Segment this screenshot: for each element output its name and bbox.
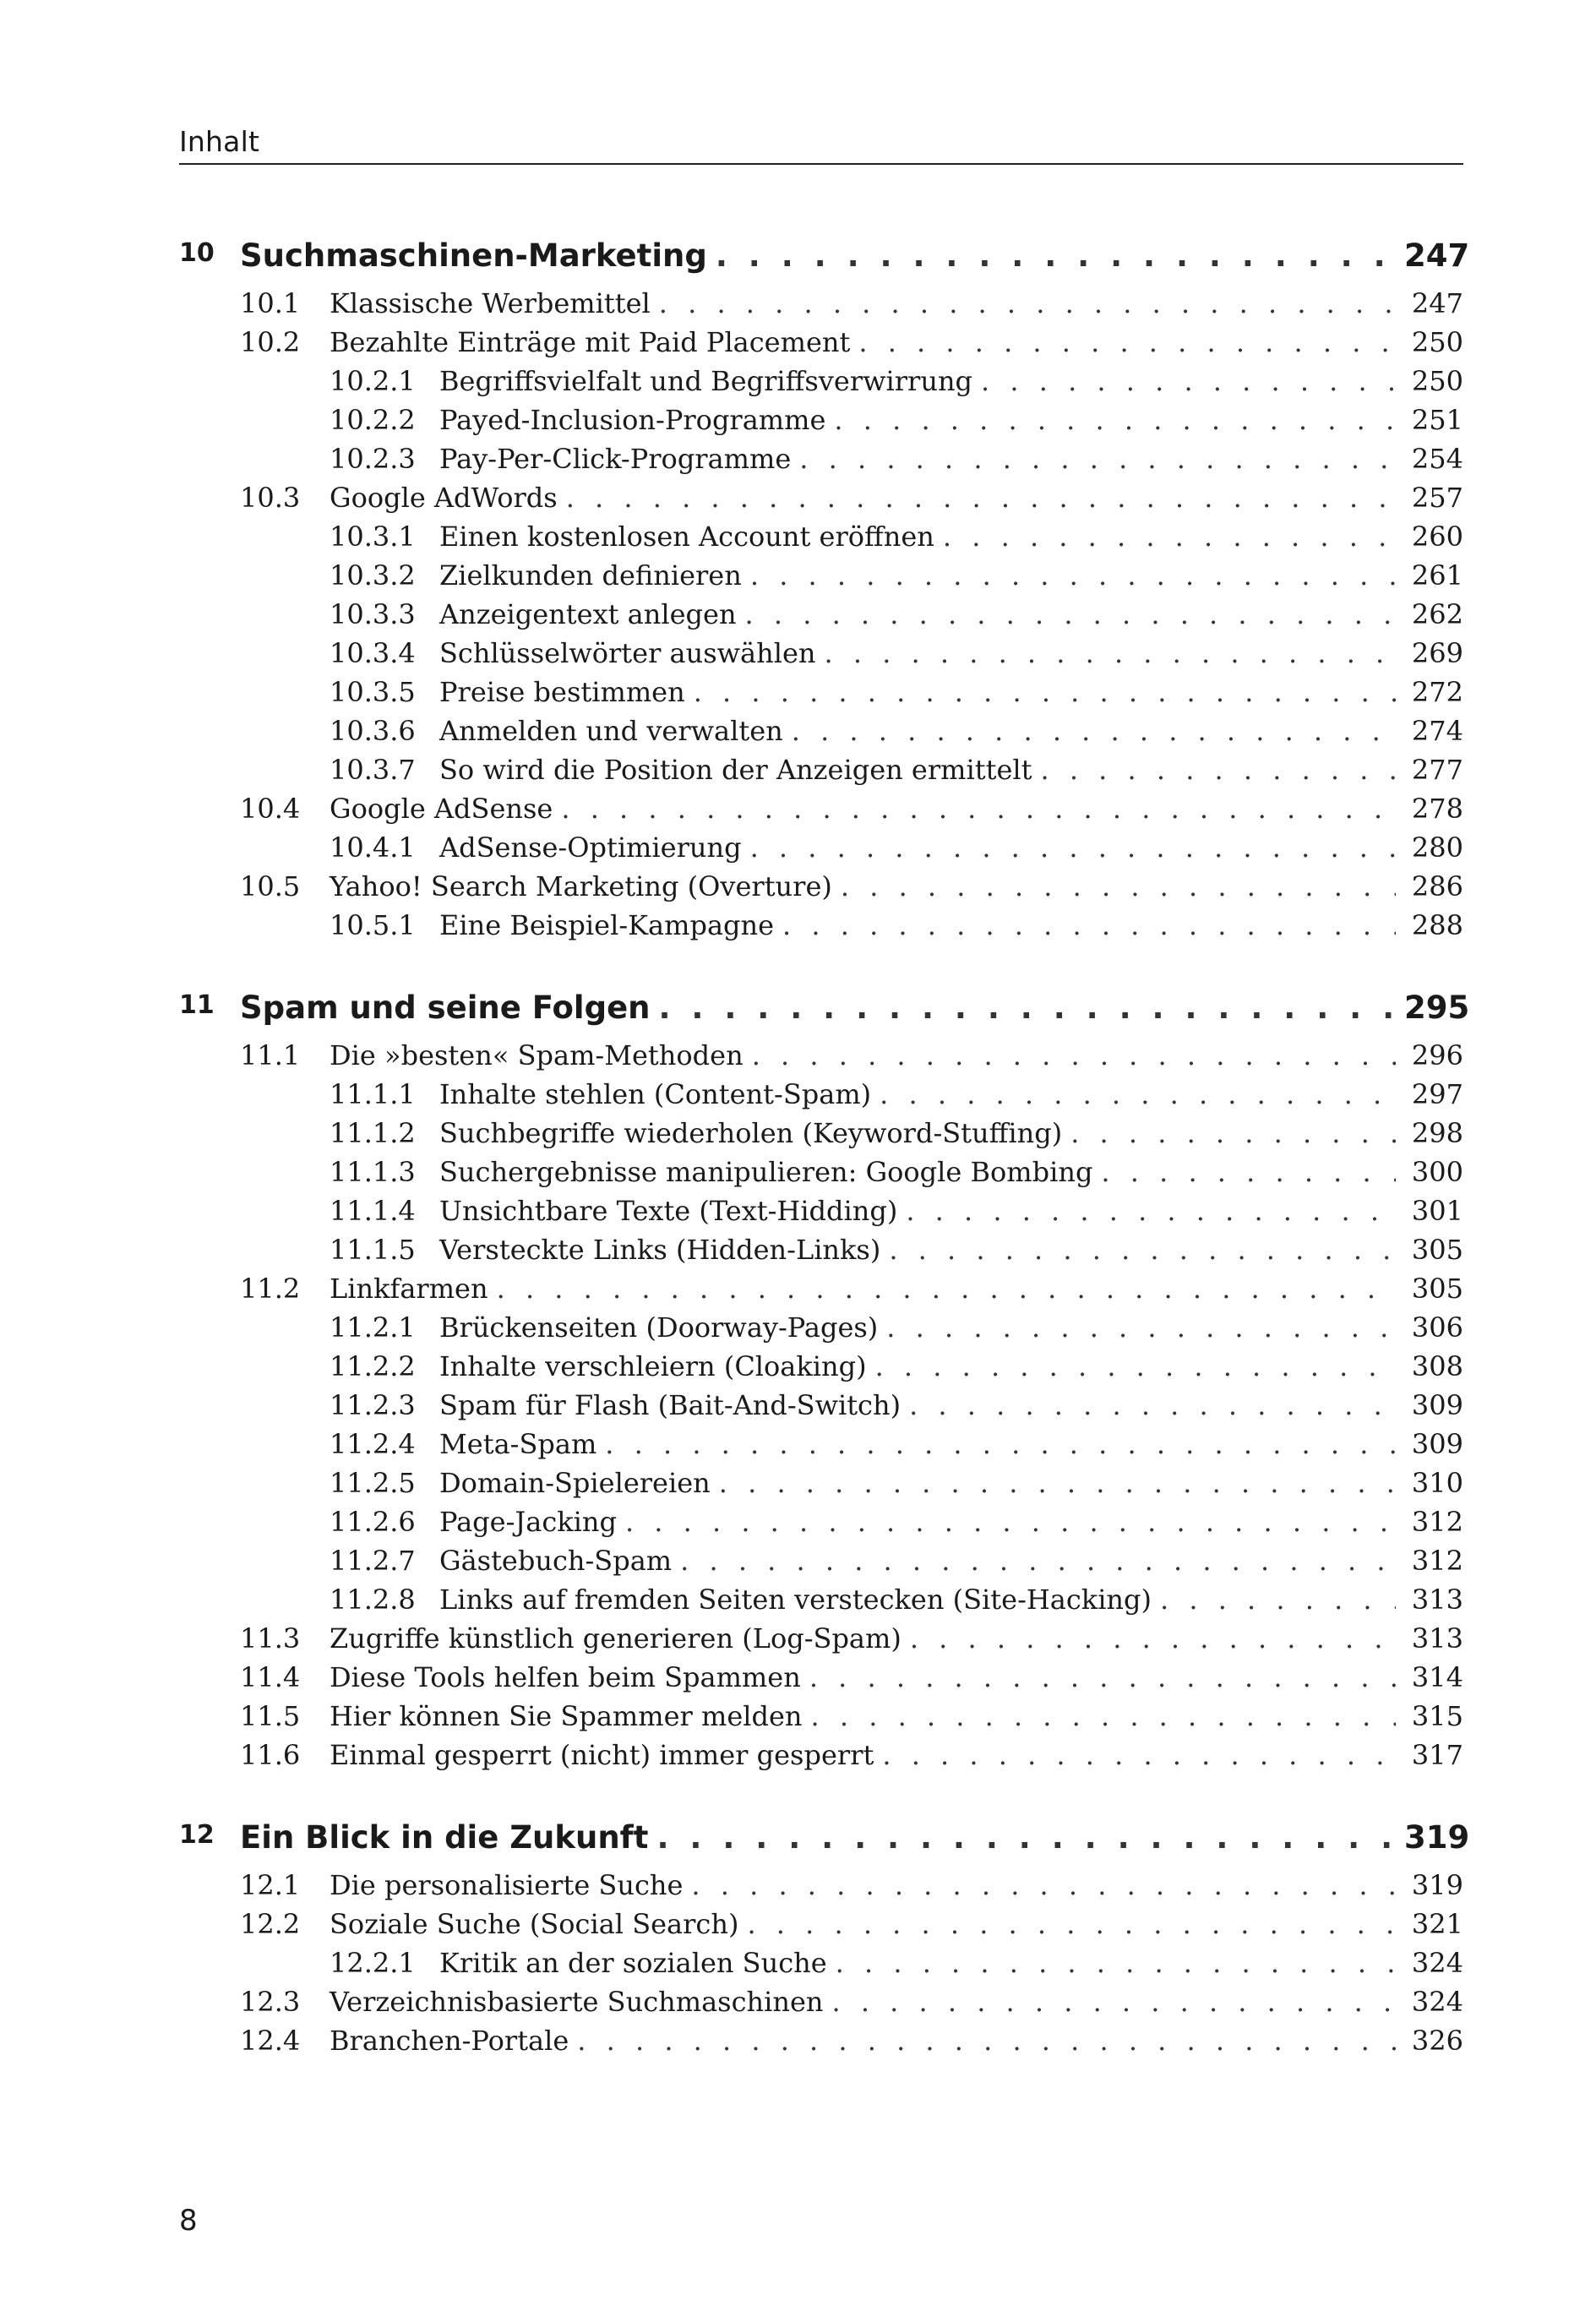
dot-leader xyxy=(858,326,1396,358)
entry-number: 11.6 xyxy=(240,1739,301,1771)
entry-number: 10.4.1 xyxy=(330,831,416,864)
entry-title: Zugriffe künstlich generieren (Log-Spam) xyxy=(330,1622,901,1655)
entry-page: 277 xyxy=(1411,754,1463,786)
dot-leader xyxy=(656,1819,1396,1856)
toc-subsection-row[interactable] xyxy=(179,1541,1463,1580)
table-of-contents xyxy=(179,226,1470,2060)
entry-title: Suchbegriffe wiederholen (Keyword-Stuffing) xyxy=(439,1117,1063,1149)
toc-section-row[interactable] xyxy=(179,1658,1463,1697)
toc-subsection-row[interactable] xyxy=(179,1425,1463,1464)
entry-page: 308 xyxy=(1411,1350,1463,1382)
dot-leader xyxy=(886,1311,1396,1344)
entry-title: Anzeigentext anlegen xyxy=(439,598,737,630)
toc-chapter xyxy=(179,1808,1470,2060)
entry-page: 309 xyxy=(1411,1428,1463,1460)
dot-leader xyxy=(566,482,1396,514)
entry-number: 10.2.3 xyxy=(330,443,416,475)
entry-page: 247 xyxy=(1411,287,1463,319)
chapter-heading-row[interactable] xyxy=(179,1808,1470,1866)
chapter-page: 319 xyxy=(1404,1818,1470,1856)
dot-leader xyxy=(691,1869,1396,1901)
toc-subsection-row[interactable] xyxy=(179,1230,1463,1269)
dot-leader xyxy=(836,1947,1396,1979)
entry-number: 11.2.3 xyxy=(330,1389,416,1421)
dot-leader xyxy=(680,1545,1396,1577)
dot-leader xyxy=(799,443,1396,475)
toc-subsection-row[interactable] xyxy=(179,1347,1463,1386)
entry-number: 10.3.2 xyxy=(330,559,416,591)
entry-page: 250 xyxy=(1411,326,1463,358)
entry-title: Pay-Per-Click-Programme xyxy=(439,443,792,475)
chapter-title: Spam und seine Folgen xyxy=(240,989,651,1026)
entry-title: Einen kostenlosen Account eröffnen xyxy=(439,521,934,553)
running-header xyxy=(179,125,1463,165)
toc-subsection-row[interactable] xyxy=(179,401,1463,439)
entry-number: 12.1 xyxy=(240,1869,301,1901)
chapter-title: Ein Blick in die Zukunft xyxy=(240,1818,649,1856)
entry-page: 326 xyxy=(1411,2025,1463,2057)
entry-title: Diese Tools helfen beim Spammen xyxy=(330,1661,801,1693)
entry-page: 306 xyxy=(1411,1311,1463,1344)
entry-page: 280 xyxy=(1411,831,1463,864)
entry-page: 278 xyxy=(1411,793,1463,825)
dot-leader xyxy=(882,1739,1396,1771)
toc-subsection-row[interactable] xyxy=(179,556,1463,595)
chapter-spacer xyxy=(179,1774,1463,1808)
entry-number: 10.3.6 xyxy=(330,715,416,747)
entry-page: 262 xyxy=(1411,598,1463,630)
entry-number: 10.3 xyxy=(240,482,301,514)
entry-page: 272 xyxy=(1411,676,1463,708)
entry-number: 10.3.1 xyxy=(330,521,416,553)
dot-leader xyxy=(825,637,1397,669)
dot-leader xyxy=(831,1986,1396,2018)
entry-page: 310 xyxy=(1411,1467,1463,1499)
entry-page: 301 xyxy=(1411,1195,1463,1227)
entry-page: 313 xyxy=(1411,1584,1463,1616)
chapter-page: 295 xyxy=(1404,989,1470,1026)
entry-title: Google AdWords xyxy=(330,482,558,514)
entry-number: 11.2.6 xyxy=(330,1506,416,1538)
entry-number: 11.5 xyxy=(240,1700,301,1732)
toc-subsection-row[interactable] xyxy=(179,634,1463,673)
dot-leader xyxy=(792,715,1396,747)
entry-number: 11.1.2 xyxy=(330,1117,416,1149)
entry-title: Zielkunden definieren xyxy=(439,559,742,591)
entry-title: Anmelden und verwalten xyxy=(439,715,783,747)
entry-number: 10.2.1 xyxy=(330,365,416,397)
toc-subsection-row[interactable] xyxy=(179,828,1463,867)
entry-title: AdSense-Optimierung xyxy=(439,831,742,864)
entry-number: 10.2.2 xyxy=(330,404,416,436)
toc-subsection-row[interactable] xyxy=(179,1580,1463,1619)
entry-number: 10.2 xyxy=(240,326,301,358)
entry-title: Inhalte verschleiern (Cloaking) xyxy=(439,1350,867,1382)
entry-number: 11.4 xyxy=(240,1661,301,1693)
toc-subsection-row[interactable] xyxy=(179,1308,1463,1347)
dot-leader xyxy=(889,1234,1396,1266)
toc-subsection-row[interactable] xyxy=(179,1502,1463,1541)
dot-leader xyxy=(875,1350,1396,1382)
entry-title: Unsichtbare Texte (Text-Hidding) xyxy=(439,1195,898,1227)
entry-page: 257 xyxy=(1411,482,1463,514)
toc-subsection-row[interactable] xyxy=(179,673,1463,711)
entry-number: 10.3.3 xyxy=(330,598,416,630)
dot-leader xyxy=(577,2025,1396,2057)
dot-leader xyxy=(497,1273,1396,1305)
entry-page: 260 xyxy=(1411,521,1463,553)
toc-section-row[interactable] xyxy=(179,867,1463,906)
dot-leader xyxy=(782,909,1396,941)
toc-subsection-row[interactable] xyxy=(179,439,1463,478)
entry-title: Die »besten« Spam-Methoden xyxy=(330,1039,744,1071)
toc-subsection-row[interactable] xyxy=(179,1075,1463,1114)
entry-number: 10.1 xyxy=(240,287,301,319)
chapter-number: 11 xyxy=(179,990,215,1020)
entry-number: 12.2.1 xyxy=(330,1947,416,1979)
dot-leader xyxy=(809,1661,1396,1693)
toc-subsection-row[interactable] xyxy=(179,517,1463,556)
entry-title: Brückenseiten (Doorway-Pages) xyxy=(439,1311,879,1344)
chapter-number: 10 xyxy=(179,238,215,268)
entry-number: 11.2.1 xyxy=(330,1311,416,1344)
dot-leader xyxy=(659,989,1397,1026)
entry-page: 269 xyxy=(1411,637,1463,669)
entry-page: 250 xyxy=(1411,365,1463,397)
entry-title: Domain-Spielereien xyxy=(439,1467,711,1499)
entry-number: 10.3.5 xyxy=(330,676,416,708)
entry-number: 11.2.5 xyxy=(330,1467,416,1499)
toc-section-row[interactable] xyxy=(179,323,1463,362)
entry-number: 11.2.2 xyxy=(330,1350,416,1382)
entry-page: 319 xyxy=(1411,1869,1463,1901)
dot-leader xyxy=(747,1908,1396,1940)
entry-number: 10.4 xyxy=(240,793,301,825)
entry-title: Linkfarmen xyxy=(330,1273,488,1305)
entry-page: 309 xyxy=(1411,1389,1463,1421)
entry-title: Yahoo! Search Marketing (Overture) xyxy=(330,870,832,902)
dot-leader xyxy=(745,598,1396,630)
chapter-title: Suchmaschinen-Marketing xyxy=(240,237,707,274)
entry-title: Spam für Flash (Bait-And-Switch) xyxy=(439,1389,901,1421)
dot-leader xyxy=(1160,1584,1396,1616)
entry-page: 288 xyxy=(1411,909,1463,941)
entry-title: Verzeichnisbasierte Suchmaschinen xyxy=(330,1986,824,2018)
entry-page: 300 xyxy=(1411,1156,1463,1188)
entry-title: Soziale Suche (Social Search) xyxy=(330,1908,739,1940)
entry-page: 312 xyxy=(1411,1545,1463,1577)
toc-subsection-row[interactable] xyxy=(179,595,1463,634)
entry-title: Schlüsselwörter auswählen xyxy=(439,637,816,669)
entry-page: 286 xyxy=(1411,870,1463,902)
entry-number: 11.2 xyxy=(240,1273,301,1305)
chapter-heading-row[interactable] xyxy=(179,979,1470,1036)
entry-page: 305 xyxy=(1411,1234,1463,1266)
toc-chapter xyxy=(179,979,1470,1774)
entry-title: Die personalisierte Suche xyxy=(330,1869,684,1901)
entry-title: Klassische Werbemittel xyxy=(330,287,651,319)
dot-leader xyxy=(1070,1117,1396,1149)
entry-number: 12.4 xyxy=(240,2025,301,2057)
entry-number: 10.5.1 xyxy=(330,909,416,941)
chapter-spacer xyxy=(179,945,1463,979)
entry-page: 251 xyxy=(1411,404,1463,436)
entry-title: Links auf fremden Seiten verstecken (Site-Hacking) xyxy=(439,1584,1152,1616)
toc-subsection-row[interactable] xyxy=(179,362,1463,401)
entry-title: Payed-Inclusion-Programme xyxy=(439,404,826,436)
entry-number: 10.5 xyxy=(240,870,301,902)
dot-leader xyxy=(811,1700,1396,1732)
dot-leader xyxy=(1101,1156,1396,1188)
toc-subsection-row[interactable] xyxy=(179,750,1463,789)
dot-leader xyxy=(625,1506,1396,1538)
dot-leader xyxy=(605,1428,1396,1460)
entry-page: 324 xyxy=(1411,1947,1463,1979)
toc-section-row[interactable] xyxy=(179,1982,1463,2021)
dot-leader xyxy=(909,1389,1396,1421)
dot-leader xyxy=(750,559,1396,591)
chapter-heading-row[interactable] xyxy=(179,226,1470,284)
dot-leader xyxy=(561,793,1396,825)
entry-page: 312 xyxy=(1411,1506,1463,1538)
dot-leader xyxy=(716,237,1396,274)
entry-number: 11.1.4 xyxy=(330,1195,416,1227)
toc-section-row[interactable] xyxy=(179,789,1463,828)
entry-number: 11.1.1 xyxy=(330,1078,416,1110)
entry-page: 315 xyxy=(1411,1700,1463,1732)
toc-subsection-row[interactable] xyxy=(179,711,1463,750)
entry-title: Meta-Spam xyxy=(439,1428,597,1460)
entry-number: 11.2.4 xyxy=(330,1428,416,1460)
entry-title: Google AdSense xyxy=(330,793,553,825)
dot-leader xyxy=(910,1622,1396,1655)
dot-leader xyxy=(719,1467,1396,1499)
entry-title: Gästebuch-Spam xyxy=(439,1545,673,1577)
dot-leader xyxy=(834,404,1396,436)
toc-subsection-row[interactable] xyxy=(179,1386,1463,1425)
toc-section-row[interactable] xyxy=(179,478,1463,517)
entry-number: 11.3 xyxy=(240,1622,301,1655)
dot-leader xyxy=(694,676,1396,708)
toc-section-row[interactable] xyxy=(179,1036,1463,1075)
page-number: 8 xyxy=(179,2204,198,2238)
entry-page: 274 xyxy=(1411,715,1463,747)
entry-number: 11.1 xyxy=(240,1039,301,1071)
toc-section-row[interactable] xyxy=(179,1736,1463,1774)
entry-title: Inhalte stehlen (Content-Spam) xyxy=(439,1078,872,1110)
entry-number: 12.3 xyxy=(240,1986,301,2018)
entry-page: 314 xyxy=(1411,1661,1463,1693)
entry-number: 10.3.7 xyxy=(330,754,416,786)
toc-subsection-row[interactable] xyxy=(179,1464,1463,1502)
entry-title: Branchen-Portale xyxy=(330,2025,569,2057)
entry-title: Preise bestimmen xyxy=(439,676,685,708)
dot-leader xyxy=(981,365,1396,397)
entry-number: 11.1.5 xyxy=(330,1234,416,1266)
dot-leader xyxy=(752,1039,1396,1071)
toc-subsection-row[interactable] xyxy=(179,1943,1463,1982)
toc-section-row[interactable] xyxy=(179,1269,1463,1308)
dot-leader xyxy=(1040,754,1396,786)
toc-subsection-row[interactable] xyxy=(179,1153,1463,1191)
entry-page: 254 xyxy=(1411,443,1463,475)
entry-title: Kritik an der sozialen Suche xyxy=(439,1947,827,1979)
toc-subsection-row[interactable] xyxy=(179,906,1463,945)
entry-number: 11.1.3 xyxy=(330,1156,416,1188)
entry-page: 324 xyxy=(1411,1986,1463,2018)
entry-title: Bezahlte Einträge mit Paid Placement xyxy=(330,326,851,358)
entry-page: 305 xyxy=(1411,1273,1463,1305)
chapter-page: 247 xyxy=(1404,237,1470,274)
entry-number: 11.2.7 xyxy=(330,1545,416,1577)
toc-chapter xyxy=(179,226,1470,945)
entry-page: 298 xyxy=(1411,1117,1463,1149)
dot-leader xyxy=(906,1195,1396,1227)
entry-title: Page-Jacking xyxy=(439,1506,617,1538)
entry-title: Einmal gesperrt (nicht) immer gesperrt xyxy=(330,1739,874,1771)
dot-leader xyxy=(880,1078,1396,1110)
entry-title: Begriffsvielfalt und Begriffsverwirrung xyxy=(439,365,973,397)
toc-section-row[interactable] xyxy=(179,1905,1463,1943)
entry-title: So wird die Position der Anzeigen ermittelt xyxy=(439,754,1032,786)
toc-section-row[interactable] xyxy=(179,2021,1463,2060)
entry-page: 297 xyxy=(1411,1078,1463,1110)
toc-subsection-row[interactable] xyxy=(179,1191,1463,1230)
entry-number: 11.2.8 xyxy=(330,1584,416,1616)
header-title: Inhalt xyxy=(179,125,260,158)
dot-leader xyxy=(841,870,1396,902)
dot-leader xyxy=(750,831,1396,864)
toc-section-row[interactable] xyxy=(179,284,1463,323)
entry-number: 12.2 xyxy=(240,1908,301,1940)
dot-leader xyxy=(659,287,1396,319)
dot-leader xyxy=(943,521,1396,553)
entry-title: Hier können Sie Spammer melden xyxy=(330,1700,803,1732)
toc-section-row[interactable] xyxy=(179,1866,1463,1905)
entry-title: Suchergebnisse manipulieren: Google Bombing xyxy=(439,1156,1093,1188)
entry-title: Eine Beispiel-Kampagne xyxy=(439,909,775,941)
entry-page: 321 xyxy=(1411,1908,1463,1940)
toc-section-row[interactable] xyxy=(179,1697,1463,1736)
toc-section-row[interactable] xyxy=(179,1619,1463,1658)
entry-number: 10.3.4 xyxy=(330,637,416,669)
toc-subsection-row[interactable] xyxy=(179,1114,1463,1153)
entry-title: Versteckte Links (Hidden-Links) xyxy=(439,1234,881,1266)
entry-page: 313 xyxy=(1411,1622,1463,1655)
entry-page: 296 xyxy=(1411,1039,1463,1071)
entry-page: 317 xyxy=(1411,1739,1463,1771)
entry-page: 261 xyxy=(1411,559,1463,591)
chapter-number: 12 xyxy=(179,1820,215,1850)
